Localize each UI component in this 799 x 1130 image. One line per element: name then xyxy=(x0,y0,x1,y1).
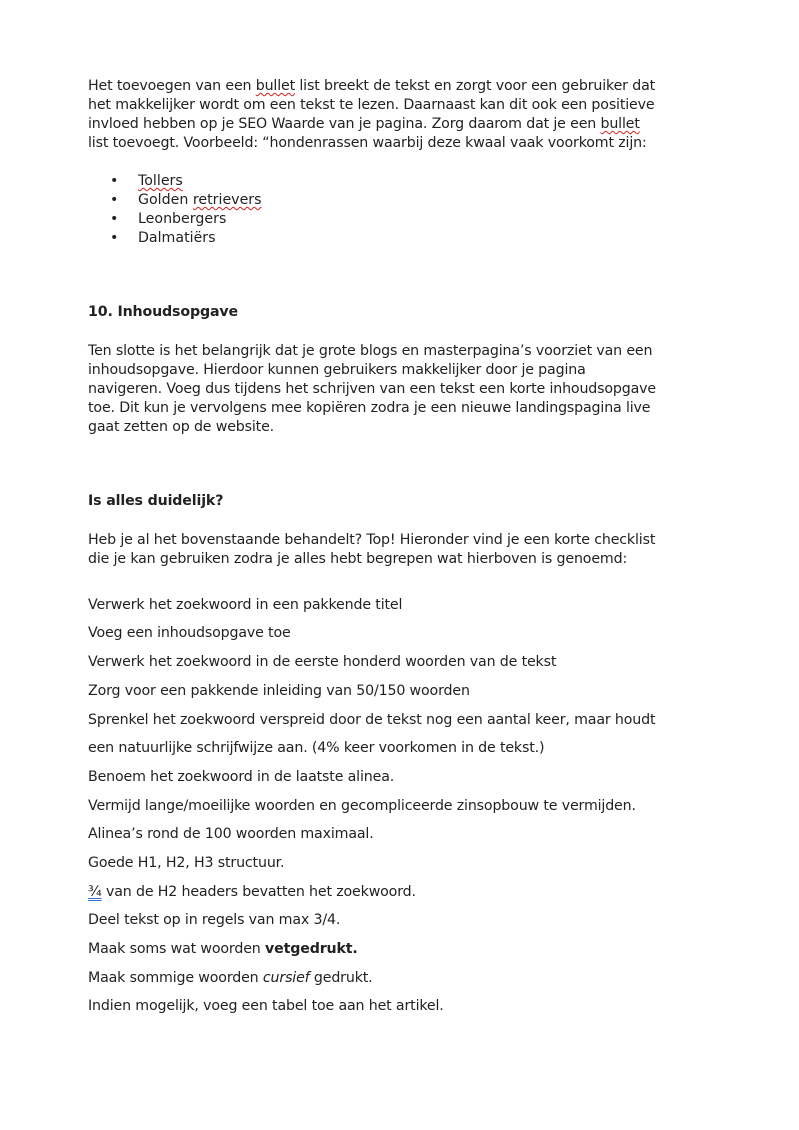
checklist-item: Verwerk het zoekwoord in de eerste honderd woorden van de tekst xyxy=(88,654,557,670)
bullet-icon: • xyxy=(110,192,119,208)
paragraph-line: die je kan gebruiken zodra je alles hebt begrepen wat hierboven is genoemd: xyxy=(88,551,628,567)
text: Maak sommige woorden xyxy=(88,970,263,986)
paragraph-line: Ten slotte is het belangrijk dat je grote blogs en masterpagina’s voorziet van een xyxy=(88,343,653,359)
spelling-error-word[interactable]: retrievers xyxy=(192,192,262,208)
checklist-item: Indien mogelijk, voeg een tabel toe aan het artikel. xyxy=(88,998,444,1014)
text: list breekt de tekst en zorgt voor een gebruiker dat xyxy=(295,78,656,94)
text: Golden xyxy=(138,192,193,208)
paragraph-line: gaat zetten op de website. xyxy=(88,419,275,435)
section-heading: 10. Inhoudsopgave xyxy=(88,304,238,320)
checklist-item xyxy=(88,940,358,959)
checklist-item: Deel tekst op in regels van max 3/4. xyxy=(88,912,341,928)
paragraph-line: navigeren. Voeg dus tijdens het schrijven van een tekst een korte inhoudsopgave xyxy=(88,381,657,397)
spelling-error-word[interactable]: Tollers xyxy=(138,173,183,189)
paragraph-line: Heb je al het bovenstaande behandelt? Top! Hieronder vind je een korte checklist xyxy=(88,532,656,548)
bullet-icon: • xyxy=(110,230,119,246)
checklist-item: Voeg een inhoudsopgave toe xyxy=(88,625,291,641)
intro-line-2: het makkelijker wordt om een tekst te lezen. Daarnaast kan dit ook een positieve xyxy=(88,97,655,113)
text: van de H2 headers bevatten het zoekwoord. xyxy=(101,884,416,900)
list-item-text xyxy=(138,191,262,210)
paragraph-line: toe. Dit kun je vervolgens mee kopiëren zodra je een nieuwe landingspagina live xyxy=(88,400,651,416)
checklist-item: Sprenkel het zoekwoord verspreid door de tekst nog een aantal keer, maar houdt xyxy=(88,712,656,728)
bullet-icon: • xyxy=(110,211,119,227)
checklist-item xyxy=(88,883,416,902)
text: gedrukt. xyxy=(309,970,373,986)
text: Maak soms wat woorden xyxy=(88,941,266,957)
intro-line-3 xyxy=(88,115,640,134)
intro-line-1 xyxy=(88,77,655,96)
checklist-item: Verwerk het zoekwoord in een pakkende titel xyxy=(88,597,403,613)
checklist-item: Vermijd lange/moeilijke woorden en gecompliceerde zinsopbouw te vermijden. xyxy=(88,798,636,814)
text: invloed hebben op je SEO Waarde van je pagina. Zorg daarom dat je een xyxy=(88,116,601,132)
bullet-icon: • xyxy=(110,173,119,189)
checklist-item: Benoem het zoekwoord in de laatste alinea. xyxy=(88,769,395,785)
text: Het toevoegen van een xyxy=(88,78,256,94)
paragraph-line: inhoudsopgave. Hierdoor kunnen gebruikers makkelijker door je pagina xyxy=(88,362,586,378)
bold-text: vetgedrukt. xyxy=(265,941,358,957)
autocorrect-fraction[interactable]: ¾ xyxy=(88,884,102,900)
spelling-error-word[interactable]: bullet xyxy=(255,78,296,94)
section-heading: Is alles duidelijk? xyxy=(88,493,224,509)
italic-text: cursief xyxy=(262,970,310,986)
checklist-item: een natuurlijke schrijfwijze aan. (4% keer voorkomen in de tekst.) xyxy=(88,740,545,756)
list-item-text: Dalmatiërs xyxy=(138,230,216,246)
spelling-error-word[interactable]: bullet xyxy=(600,116,640,132)
checklist-item: Zorg voor een pakkende inleiding van 50/150 woorden xyxy=(88,683,470,699)
list-item-text xyxy=(138,172,183,191)
intro-line-4: list toevoegt. Voorbeeld: “hondenrassen waarbij deze kwaal vaak voorkomt zijn: xyxy=(88,135,647,151)
checklist-item: Goede H1, H2, H3 structuur. xyxy=(88,855,285,871)
checklist-item: Alinea’s rond de 100 woorden maximaal. xyxy=(88,826,374,842)
list-item-text: Leonbergers xyxy=(138,211,227,227)
checklist-item xyxy=(88,969,373,988)
